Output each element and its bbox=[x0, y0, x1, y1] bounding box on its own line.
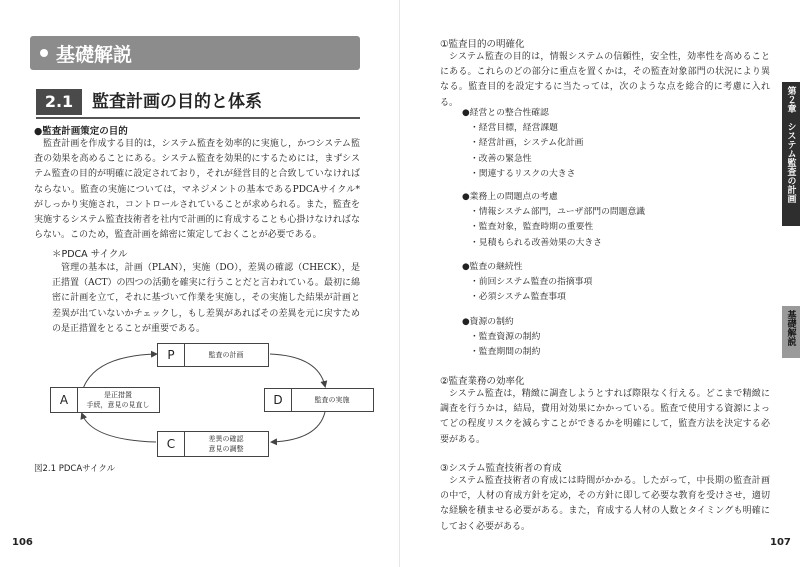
list-item: ●監査の継続性 bbox=[462, 262, 523, 272]
section-tab: 基礎解説 bbox=[782, 306, 800, 358]
check-label: 差異の確認 意見の調整 bbox=[208, 435, 244, 453]
purpose-paragraph: 監査計画を作成する目的は，システム監査を効率的に実施し，かつシステム監査の効果を高めることにある。システム監査を効果的にするためには，まずシステム監査の目的が明確に設定されており，それが経営目的と合致していなければならない。監査の実施については，マネジメントの基本であるPDCAサイクル*がしっかり実施され，コントロールされていることが求められる。また，監査を実施するシステム監査技術者を社内で計画的に育成することも心掛けなければならない。このため，監査計画を綿密に策定しておくことが必要である。 bbox=[34, 139, 360, 241]
act-letter: A bbox=[51, 388, 78, 412]
list-item: ●経営との整合性確認 bbox=[462, 108, 549, 118]
figure-caption: 図2.1 PDCAサイクル bbox=[34, 464, 116, 474]
list-item: ●資源の制約 bbox=[462, 317, 514, 327]
paragraph-audit-efficiency: システム監査は，精緻に調査しようとすれば際限なく行える。どこまで精緻に調査を行うかは，結局，費用対効果にかかっている。監査で使用する資源によってどの程度リスクを減らすことができるかを明確にして，監査方法を決定する必要がある。 bbox=[440, 389, 770, 445]
list-item: ・前回システム監査の指摘事項 bbox=[470, 277, 593, 288]
pdca-do-box bbox=[264, 388, 374, 412]
chapter-tab: 第２章 システム監査の計画 bbox=[782, 82, 800, 226]
list-item: ・関連するリスクの大きさ bbox=[470, 168, 576, 179]
pdca-check-box bbox=[157, 431, 269, 457]
list-business-alignment bbox=[462, 106, 583, 182]
plan-label: 監査の計画 bbox=[208, 351, 244, 359]
list-item: ・経営計画，システム化計画 bbox=[470, 138, 584, 149]
list-item: ・監査期間の制約 bbox=[470, 347, 541, 358]
list-item: ・必須システム監査事項 bbox=[470, 292, 566, 303]
list-continuity bbox=[462, 260, 592, 306]
paragraph-auditor-training: システム監査技術者の育成には時間がかかる。したがって，中長期の監査計画の中で，人材の育成方針を定め，その方針に即して必要な教育を受けさせ，適切な経験を積ませる必要がある。また，育成する人材の人数とタイミングも明確にしておく必要がある。 bbox=[440, 476, 770, 532]
list-business-issues bbox=[462, 190, 645, 251]
pdca-act-box bbox=[50, 387, 160, 413]
list-item: ・見積もられる改善効果の大きさ bbox=[470, 237, 602, 248]
heading-audit-efficiency: ②監査業務の効率化 bbox=[440, 376, 525, 387]
list-item: ●業務上の問題点の考慮 bbox=[462, 192, 558, 202]
section-title: 監査計画の目的と体系 bbox=[92, 92, 262, 112]
pdca-plan-box bbox=[157, 343, 269, 367]
note-paragraph: 管理の基本は，計画（PLAN），実施（DO），差異の確認（CHECK），是正措置（ACT）の四つの活動を確実に行うことだと言われている。最初に綿密に計画を立て，それに基づいて作業を実施し，その実施した結果が計画と差異が出ていないかチェックし，もし差異があればその差異を元に戻すための是正措置をとることが重要である。 bbox=[52, 263, 360, 334]
plan-letter: P bbox=[158, 344, 185, 366]
list-item: ・監査資源の制約 bbox=[470, 332, 541, 343]
page-number-left: 106 bbox=[12, 537, 33, 548]
list-item: ・改善の緊急性 bbox=[470, 153, 532, 164]
list-item: ・監査対象，監査時期の重要性 bbox=[470, 222, 594, 233]
chapter-title: 基礎解説 bbox=[56, 44, 133, 66]
list-item: ・経営目標，経営課題 bbox=[470, 123, 558, 134]
act-label: 是正措置 手続，意見の見直し bbox=[86, 391, 150, 409]
list-item: ・情報システム部門，ユーザ部門の問題意識 bbox=[470, 207, 646, 218]
do-letter: D bbox=[265, 389, 292, 411]
page-number-right: 107 bbox=[770, 537, 791, 548]
note-title: ＊PDCA サイクル bbox=[52, 249, 128, 260]
check-letter: C bbox=[158, 432, 185, 456]
heading-auditor-training: ③システム監査技術者の育成 bbox=[440, 463, 562, 474]
list-resource-constraints bbox=[462, 315, 540, 361]
heading-audit-purpose: ①監査目的の明確化 bbox=[440, 39, 525, 50]
subsection-heading: ●監査計画策定の目的 bbox=[34, 126, 128, 137]
section-number: 2.1 bbox=[36, 89, 82, 115]
paragraph-audit-purpose: システム監査の目的は，情報システムの信頼性，安全性，効率性を高めることにある。これらのどの部分に重点を置くかは，その監査対象部門の状況により異なる。監査目的を設定するに当たっては，次のような点を総合的に考慮に入れる。 bbox=[440, 52, 770, 108]
do-label: 監査の実施 bbox=[314, 396, 350, 404]
